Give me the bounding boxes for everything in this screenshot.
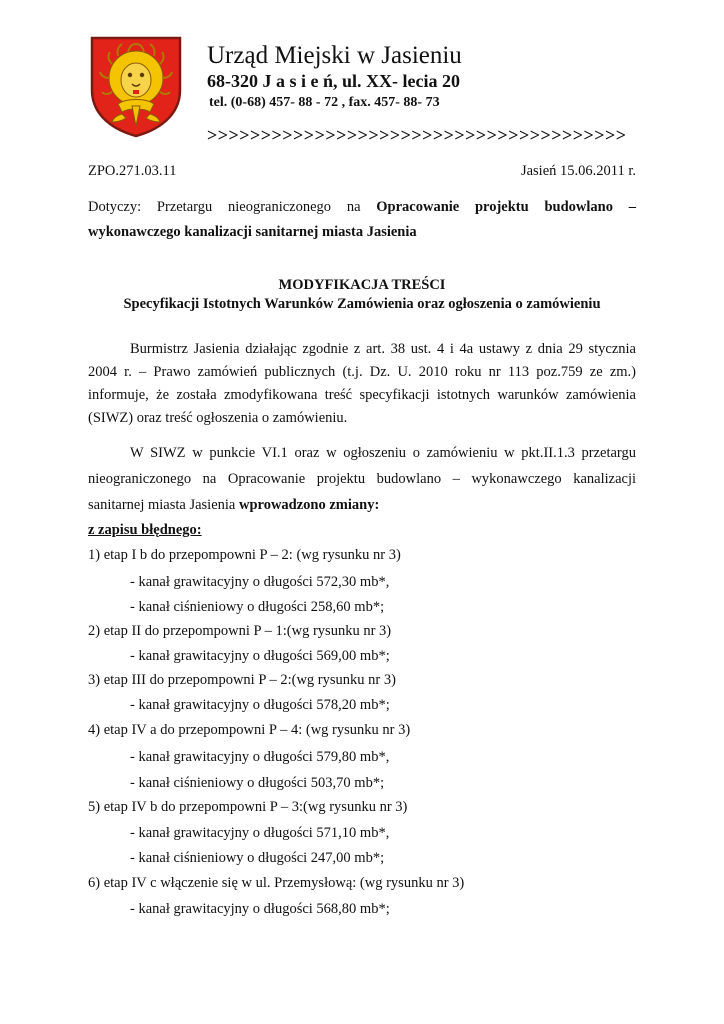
stage-item: - kanał grawitacyjny o długości 579,80 mb*, — [130, 749, 390, 765]
subject-line-1 — [88, 199, 636, 216]
paragraph-1-line-2: 2004 r. – Prawo zamówień publicznych (t.j. Dz. U. 2010 roku nr 113 poz.759 ze zm.) — [88, 364, 636, 380]
paragraph-2-text: sanitarnej miasta Jasienia — [88, 497, 236, 513]
subject-title: Opracowanie projektu budowlano – — [376, 199, 636, 215]
stage-item: - kanał ciśnieniowy o długości 258,60 mb*; — [130, 599, 385, 615]
stage-title: 1) etap I b do przepompowni P – 2: (wg rysunku nr 3) — [88, 547, 401, 563]
document-date: Jasień 15.06.2011 r. — [520, 163, 636, 179]
subject-text: Przetargu nieograniczonego na — [156, 199, 361, 215]
paragraph-1-line-3: informuje, że została zmodyfikowana treść specyfikacji istotnych warunków zamówienia — [88, 387, 636, 403]
stage-item: - kanał grawitacyjny o długości 569,00 mb*; — [130, 648, 390, 664]
paragraph-2-line-3 — [88, 497, 379, 514]
paragraph-1-line-1: Burmistrz Jasienia działając zgodnie z art. 38 ust. 4 i 4a ustawy z dnia 29 stycznia — [130, 341, 636, 357]
paragraph-2-line-2: nieograniczonego na Opracowanie projektu budowlano – wykonawczego kanalizacji — [88, 471, 636, 487]
stage-item: - kanał grawitacyjny o długości 571,10 mb*, — [130, 825, 390, 841]
reference-number: ZPO.271.03.11 — [88, 163, 177, 179]
paragraph-2-line-1: W SIWZ w punkcie VI.1 oraz w ogłoszeniu o zamówieniu w pkt.II.1.3 przetargu — [130, 445, 636, 461]
stage-item: - kanał ciśnieniowy o długości 503,70 mb*; — [130, 775, 385, 791]
office-phone: tel. (0-68) 457- 88 - 72 , fax. 457- 88- 73 — [209, 95, 440, 110]
header-separator: >>>>>>>>>>>>>>>>>>>>>>>>>>>>>>>>>>>>>>> — [207, 125, 627, 145]
document-subheading: Specyfikacji Istotnych Warunków Zamówienia oraz ogłoszenia o zamówieniu — [123, 296, 601, 312]
stage-item: - kanał grawitacyjny o długości 572,30 mb*, — [130, 574, 390, 590]
stage-title: 5) etap IV b do przepompowni P – 3:(wg rysunku nr 3) — [88, 799, 408, 815]
stage-item: - kanał ciśnieniowy o długości 247,00 mb*; — [130, 850, 385, 866]
stage-title: 4) etap IV a do przepompowni P – 4: (wg rysunku nr 3) — [88, 722, 411, 738]
office-name: Urząd Miejski w Jasieniu — [207, 42, 462, 69]
document-heading: MODYFIKACJA TREŚCI — [278, 277, 446, 293]
stage-title: 3) etap III do przepompowni P – 2:(wg rysunku nr 3) — [88, 672, 396, 688]
changes-introduced-label: wprowadzono zmiany: — [239, 497, 380, 513]
section-label: z zapisu błędnego: — [88, 522, 202, 538]
stage-title: 6) etap IV c włączenie się w ul. Przemysłową: (wg rysunku nr 3) — [88, 875, 465, 891]
coat-of-arms-icon — [88, 34, 184, 138]
subject-prefix: Dotyczy: — [88, 199, 142, 215]
office-address: 68-320 J a s i e ń, ul. XX- lecia 20 — [207, 71, 460, 91]
stage-title: 2) etap II do przepompowni P – 1:(wg rysunku nr 3) — [88, 623, 392, 639]
stage-item: - kanał grawitacyjny o długości 568,80 mb*; — [130, 901, 390, 917]
stage-item: - kanał grawitacyjny o długości 578,20 mb*; — [130, 697, 390, 713]
subject-line-2: wykonawczego kanalizacji sanitarnej miasta Jasienia — [88, 224, 417, 240]
paragraph-1-line-4: (SIWZ) oraz treść ogłoszenia o zamówieniu. — [88, 410, 348, 426]
